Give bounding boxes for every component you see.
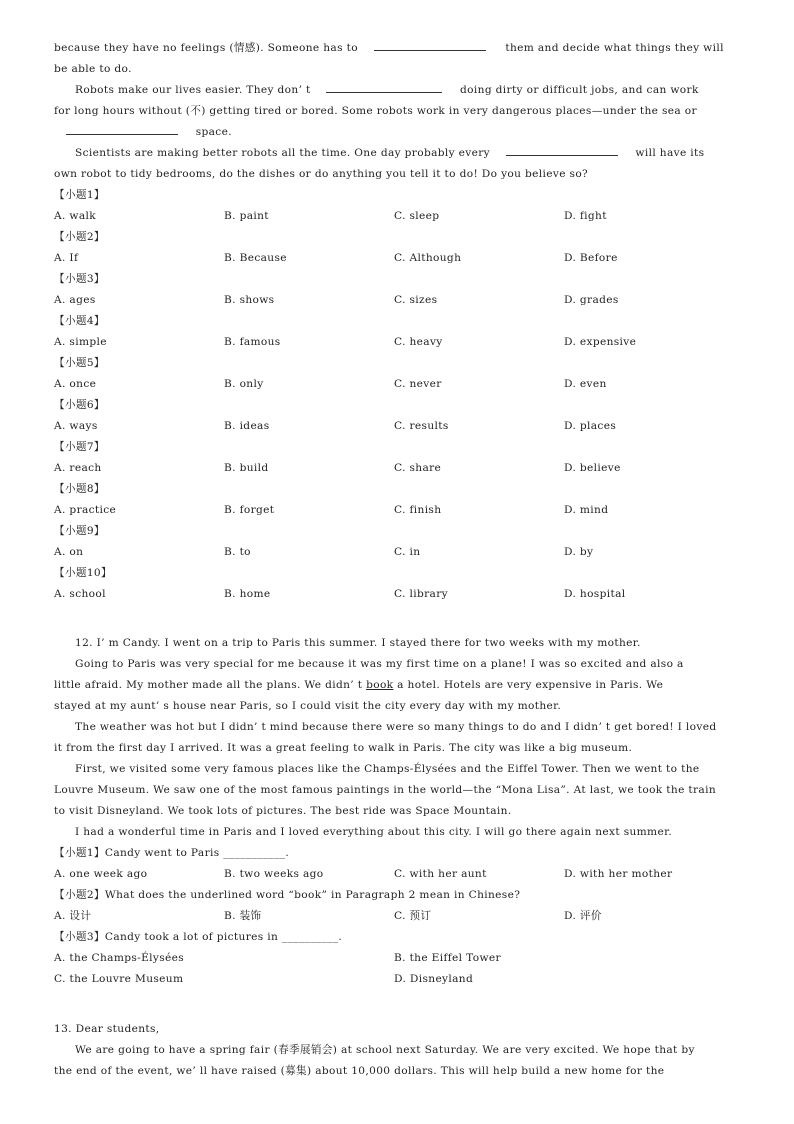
question-label: 【小题7】 bbox=[54, 441, 105, 453]
text: little afraid. My mother made all the plans. We didn’ t bbox=[54, 679, 363, 691]
question-label: 【小题3】 bbox=[54, 273, 105, 285]
text: because they have no feelings (情感). Someone has to bbox=[54, 42, 358, 54]
option-c: C. with her aunt bbox=[394, 868, 487, 880]
question-label: 【小题8】 bbox=[54, 483, 105, 495]
option-a: A. simple bbox=[54, 336, 107, 348]
option-c: C. Although bbox=[394, 252, 462, 264]
option-d: D. mind bbox=[564, 504, 609, 516]
option-d: D. places bbox=[564, 420, 617, 432]
text: Robots make our lives easier. They don’ t bbox=[75, 84, 311, 96]
option-c: C. 预订 bbox=[394, 910, 432, 922]
question-label: 【小题1】Candy went to Paris ___________. bbox=[54, 847, 290, 859]
option-a: A. one week ago bbox=[54, 868, 148, 880]
option-a: A. ages bbox=[54, 294, 96, 306]
text: space. bbox=[195, 126, 232, 138]
answer-blank bbox=[506, 143, 618, 156]
option-b: B. to bbox=[224, 546, 251, 558]
question-label: 【小题4】 bbox=[54, 315, 105, 327]
text: them and decide what things they will bbox=[505, 42, 724, 54]
option-c: C. the Louvre Museum bbox=[54, 973, 184, 985]
option-c: C. share bbox=[394, 462, 442, 474]
answer-blank bbox=[326, 80, 442, 93]
option-a: A. 设计 bbox=[54, 910, 92, 922]
passage-line: The weather was hot but I didn’ t mind because there were so many things to do and I didn’ t get bored! I loved bbox=[75, 721, 717, 733]
option-b: B. paint bbox=[224, 210, 269, 222]
answer-blank bbox=[66, 122, 178, 135]
option-c: C. sizes bbox=[394, 294, 438, 306]
passage-line bbox=[75, 80, 744, 101]
option-c: C. heavy bbox=[394, 336, 443, 348]
option-a: A. reach bbox=[54, 462, 102, 474]
answer-blank bbox=[374, 38, 486, 51]
passage-line: stayed at my aunt’ s house near Paris, so I could visit the city every day with my mother. bbox=[54, 700, 562, 712]
question-label: 【小题1】 bbox=[54, 189, 105, 201]
option-a: A. on bbox=[54, 546, 84, 558]
option-d: D. with her mother bbox=[564, 868, 673, 880]
passage-line: 13. Dear students, bbox=[54, 1023, 160, 1035]
option-a: A. ways bbox=[54, 420, 98, 432]
option-d: D. expensive bbox=[564, 336, 637, 348]
option-b: B. 装饰 bbox=[224, 910, 262, 922]
option-c: C. results bbox=[394, 420, 449, 432]
option-d: D. hospital bbox=[564, 588, 626, 600]
passage-line: be able to do. bbox=[54, 63, 132, 75]
passage-line: 12. I’ m Candy. I went on a trip to Paris this summer. I stayed there for two weeks with my mother. bbox=[75, 637, 641, 649]
text: Scientists are making better robots all the time. One day probably every bbox=[75, 147, 490, 159]
option-d: D. believe bbox=[564, 462, 621, 474]
question-label: 【小题2】 bbox=[54, 231, 105, 243]
option-d: D. even bbox=[564, 378, 607, 390]
text: will have its bbox=[635, 147, 705, 159]
passage-line: for long hours without (不) getting tired or bored. Some robots work in very dangerous places—under the sea or bbox=[54, 105, 697, 117]
option-a: A. school bbox=[54, 588, 106, 600]
passage-line: First, we visited some very famous places like the Champs-Élysées and the Eiffel Tower. Then we went to the bbox=[75, 763, 700, 775]
question-label: 【小题9】 bbox=[54, 525, 105, 537]
option-b: B. only bbox=[224, 378, 264, 390]
option-b: B. Because bbox=[224, 252, 287, 264]
underlined-word: book bbox=[366, 679, 394, 691]
question-label: 【小题2】What does the underlined word “book” in Paragraph 2 mean in Chinese? bbox=[54, 889, 521, 901]
option-d: D. by bbox=[564, 546, 594, 558]
option-d: D. 评价 bbox=[564, 910, 602, 922]
option-a: A. If bbox=[54, 252, 79, 264]
passage-line: it from the first day I arrived. It was a great feeling to walk in Paris. The city was like a big museum. bbox=[54, 742, 633, 754]
option-d: D. grades bbox=[564, 294, 619, 306]
option-b: B. forget bbox=[224, 504, 275, 516]
passage-line: I had a wonderful time in Paris and I loved everything about this city. I will go there again next summer. bbox=[75, 826, 673, 838]
option-a: A. the Champs-Élysées bbox=[54, 952, 185, 964]
question-label: 【小题6】 bbox=[54, 399, 105, 411]
passage-line: the end of the event, we’ ll have raised (募集) about 10,000 dollars. This will help build a new home for the bbox=[54, 1065, 665, 1077]
passage-line bbox=[75, 143, 744, 164]
option-a: A. practice bbox=[54, 504, 117, 516]
option-d: D. fight bbox=[564, 210, 607, 222]
option-b: B. famous bbox=[224, 336, 281, 348]
passage-line bbox=[54, 38, 744, 59]
passage-line: to visit Disneyland. We took lots of pictures. The best ride was Space Mountain. bbox=[54, 805, 512, 817]
passage-line: We are going to have a spring fair (春季展销会) at school next Saturday. We are very excited. We hope that by bbox=[75, 1044, 695, 1056]
passage-line: own robot to tidy bedrooms, do the dishes or do anything you tell it to do! Do you believe so? bbox=[54, 168, 589, 180]
option-b: B. build bbox=[224, 462, 269, 474]
option-b: B. the Eiffel Tower bbox=[394, 952, 501, 964]
option-b: B. two weeks ago bbox=[224, 868, 324, 880]
option-c: C. library bbox=[394, 588, 448, 600]
option-c: C. finish bbox=[394, 504, 442, 516]
option-b: B. shows bbox=[224, 294, 275, 306]
option-c: C. sleep bbox=[394, 210, 440, 222]
text: doing dirty or difficult jobs, and can work bbox=[460, 84, 699, 96]
option-d: D. Before bbox=[564, 252, 618, 264]
option-c: C. in bbox=[394, 546, 421, 558]
option-b: B. home bbox=[224, 588, 271, 600]
passage-line bbox=[54, 675, 744, 696]
text: a hotel. Hotels are very expensive in Paris. We bbox=[397, 679, 664, 691]
option-c: C. never bbox=[394, 378, 442, 390]
question-label: 【小题5】 bbox=[54, 357, 105, 369]
option-a: A. once bbox=[54, 378, 97, 390]
option-a: A. walk bbox=[54, 210, 97, 222]
option-d: D. Disneyland bbox=[394, 973, 474, 985]
passage-line: Going to Paris was very special for me because it was my first time on a plane! I was so excited and also a bbox=[75, 658, 684, 670]
question-label: 【小题3】Candy took a lot of pictures in __________. bbox=[54, 931, 343, 943]
option-b: B. ideas bbox=[224, 420, 270, 432]
passage-line: Louvre Museum. We saw one of the most famous paintings in the world—the “Mona Lisa”. At last, we took the train bbox=[54, 784, 717, 796]
question-label: 【小题10】 bbox=[54, 567, 112, 579]
passage-line bbox=[54, 122, 744, 143]
